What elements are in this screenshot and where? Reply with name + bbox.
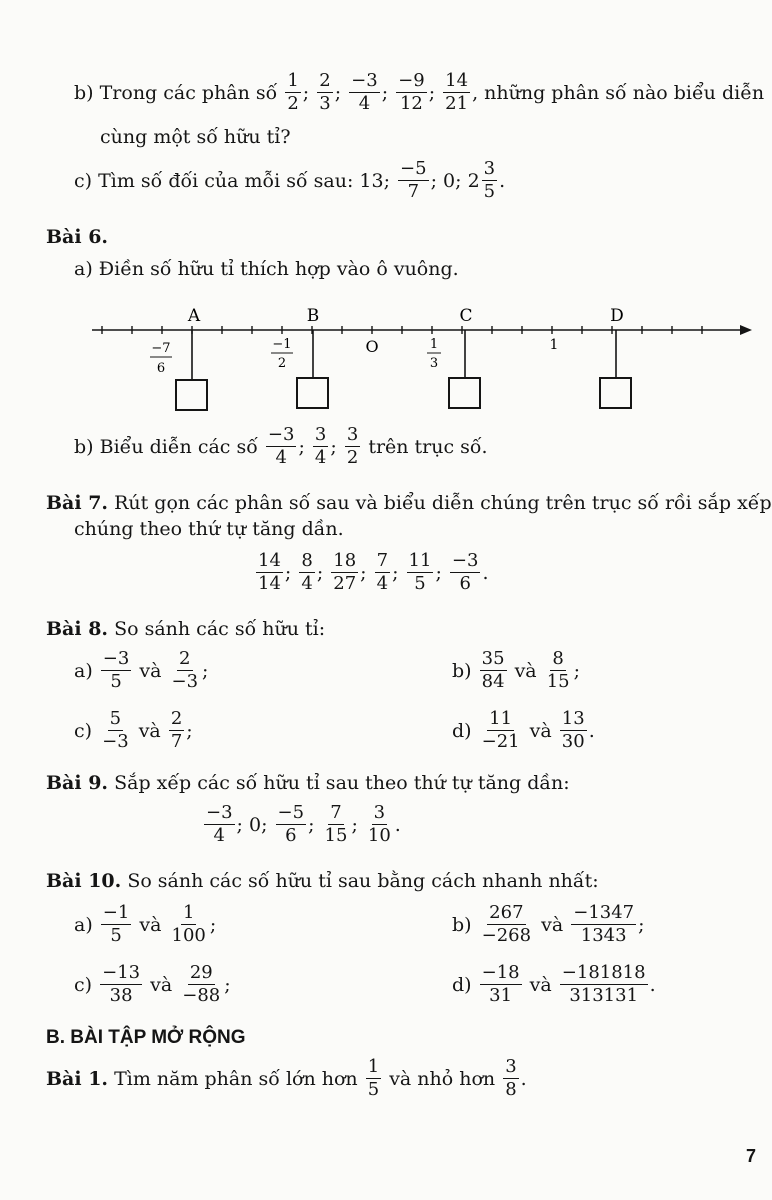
fraction: $\frac{18}{27}$ [333,550,357,595]
bt1-text1: Tìm năm phân số lớn hơn [114,1067,358,1090]
bai6-a-text: a) Điền số hữu tỉ thích hợp vào ô vuông. [74,258,459,280]
ex5b-text2: , những phân số nào biểu diễn [472,81,765,104]
one-label: 1 [549,337,559,353]
bai10-line [46,870,599,892]
fraction: $\frac{29}{-88}$ [182,962,221,1007]
fraction: $\frac{11}{5}$ [408,550,432,595]
bai10-item-d: d) $\frac{-18}{31}$ và $\frac{-181818}{313131}$ . [452,962,656,1007]
bt1-title: Bài 1. [46,1067,109,1090]
bai9-fractions: $\frac{-3}{4}$ ; 0; $\frac{-5}{6}$ ; $\frac{7}{15}$ ; $\frac{3}{10}$ . [206,802,401,847]
fraction: $\frac{-3}{4}$ [351,70,378,115]
known-numerator: −1 [272,337,292,352]
answer-box-d [600,378,631,408]
fraction: $\frac{7}{15}$ [324,802,348,847]
bai10-item-b: b) $\frac{267}{-268}$ và $\frac{-1347}{1343}$ ; [452,902,645,947]
fraction: $\frac{3}{2}$ [346,424,359,469]
bai7-text2: chúng theo thứ tự tăng dần. [74,518,344,540]
fraction: $\frac{-18}{31}$ [481,962,520,1007]
mixed-number: 2 $\frac{3}{5}$ [467,158,496,203]
bai9-line [46,772,570,794]
bai7-fractions: $\frac{14}{14}$ ; $\frac{8}{4}$ ; $\frac{18}{27}$ ; $\frac{7}{4}$ ; $\frac{11}{5}$ ; $\frac{-3}{6}$ . [258,550,489,595]
fraction: $\frac{14}{14}$ [258,550,281,595]
bai6-b-text1: Biểu diễn các số [99,435,258,458]
ex5c-text1: Tìm số đối của mỗi số sau: 13; [98,169,390,192]
fraction: $\frac{2}{7}$ [170,708,183,753]
bai6-b-label: b) [74,435,94,458]
fraction: $\frac{267}{-268}$ [481,902,532,947]
bai7-title: Bài 7. [46,492,109,514]
ex5b-text1: Trong các phân số [99,81,278,104]
fraction: $\frac{2}{3}$ [319,70,331,115]
arrow-head [740,325,752,335]
bai10-text: So sánh các số hữu tỉ sau bằng cách nhanh nhất: [127,870,599,892]
point-label-b: B [306,306,320,326]
ex5c-line: c) Tìm số đối của mỗi số sau: 13; $\frac{-5}{7}$ ; 0; 2 $\frac{3}{5}$ . [74,158,506,203]
ex5b-text3: cùng một số hữu tỉ? [100,126,291,148]
known-denominator: 6 [156,361,166,376]
fraction: $\frac{11}{-21}$ [481,708,520,753]
fraction: $\frac{1}{5}$ [367,1056,380,1101]
bai8-item-a: a) $\frac{-3}{5}$ và $\frac{2}{-3}$ ; [74,648,209,693]
ex5b-line: b) Trong các phân số $\frac{1}{2}$ ; $\frac{2}{3}$ ; $\frac{-3}{4}$ ; $\frac{-9}{12}$ ; $\frac{14}{21}$ , những phân số nào biểu diễn [74,70,765,115]
fraction: $\frac{-5}{6}$ [277,802,305,847]
fraction: $\frac{13}{30}$ [561,708,585,753]
known-denominator: 2 [277,356,287,371]
bai10-item-c: c) $\frac{-13}{38}$ và $\frac{29}{-88}$ ; [74,962,231,1007]
bai8-title: Bài 8. [46,618,109,640]
fraction: $\frac{-3}{5}$ [102,648,130,693]
bai10-item-a: a) $\frac{-1}{5}$ và $\frac{1}{100}$ ; [74,902,217,947]
bai8-text: So sánh các số hữu tỉ: [114,618,326,640]
fraction: $\frac{7}{4}$ [376,550,389,595]
point-label-d: D [610,306,624,326]
fraction: $\frac{-3}{4}$ [206,802,233,847]
fraction: $\frac{-9}{12}$ [398,70,425,115]
fraction: $\frac{-1347}{1343}$ [573,902,635,947]
fraction: $\frac{5}{-3}$ [102,708,129,753]
fraction: $\frac{3}{10}$ [367,802,391,847]
bt1-line: Bài 1. Tìm năm phân số lớn hơn $\frac{1}{5}$ và nhỏ hơn $\frac{3}{8}$ . [46,1056,527,1101]
fraction: $\frac{8}{15}$ [546,648,570,693]
answer-box-b [297,378,328,408]
bai8-item-c: c) $\frac{5}{-3}$ và $\frac{2}{7}$ ; [74,708,193,753]
bai9-text: Sắp xếp các số hữu tỉ sau theo thứ tự tăng dần: [114,772,570,794]
point-label-a: A [187,306,201,326]
fraction: $\frac{14}{21}$ [445,70,469,115]
bai9-title: Bài 9. [46,772,109,794]
ex5b-line2 [100,126,291,148]
bai6-title: Bài 6. [46,226,109,248]
fraction: $\frac{-1}{5}$ [102,902,130,947]
bai8-line [46,618,325,640]
bai8-item-b: b) $\frac{35}{84}$ và $\frac{8}{15}$ ; [452,648,580,693]
fraction: $\frac{1}{100}$ [171,902,206,947]
answer-box-a [176,380,207,410]
answer-box-c [449,378,480,408]
fraction: $\frac{2}{-3}$ [171,648,199,693]
ex5b-label: b) [74,81,94,104]
section-b-heading: B. BÀI TẬP MỞ RỘNG [46,1027,246,1048]
fraction: $\frac{-3}{4}$ [267,424,295,469]
fraction: $\frac{1}{2}$ [287,70,299,115]
fraction: $\frac{-5}{7}$ [400,158,427,203]
ex5c-label: c) [74,169,93,192]
bai10-title: Bài 10. [46,870,122,892]
known-denominator: 3 [429,356,439,371]
point-label-c: C [459,306,473,326]
bai7-line1 [46,492,772,514]
fraction: $\frac{8}{4}$ [301,550,313,595]
bai6-b-line: b) Biểu diễn các số $\frac{-3}{4}$ ; $\frac{3}{4}$ ; $\frac{3}{2}$ trên trục số. [74,424,488,469]
fraction: $\frac{-3}{6}$ [451,550,479,595]
number-line [0,296,772,418]
bai8-item-d: d) $\frac{11}{-21}$ và $\frac{13}{30}$ . [452,708,595,753]
known-numerator: −7 [151,341,171,356]
fraction: $\frac{35}{84}$ [481,648,505,693]
page-number: 7 [746,1146,757,1166]
origin-label: O [365,337,379,356]
bt1-text2: và nhỏ hơn [389,1067,496,1090]
ex5c-text2: ; 0; [430,169,462,192]
fraction: $\frac{-181818}{313131}$ [561,962,646,1007]
fraction: $\frac{-13}{38}$ [102,962,141,1007]
fraction: $\frac{3}{4}$ [314,424,327,469]
bai7-text1: Rút gọn các phân số sau và biểu diễn chúng trên trục số rồi sắp xếp [114,492,772,514]
fraction: $\frac{3}{8}$ [505,1056,517,1101]
bai6-b-text2: trên trục số. [368,435,488,458]
known-numerator: 1 [429,337,439,352]
